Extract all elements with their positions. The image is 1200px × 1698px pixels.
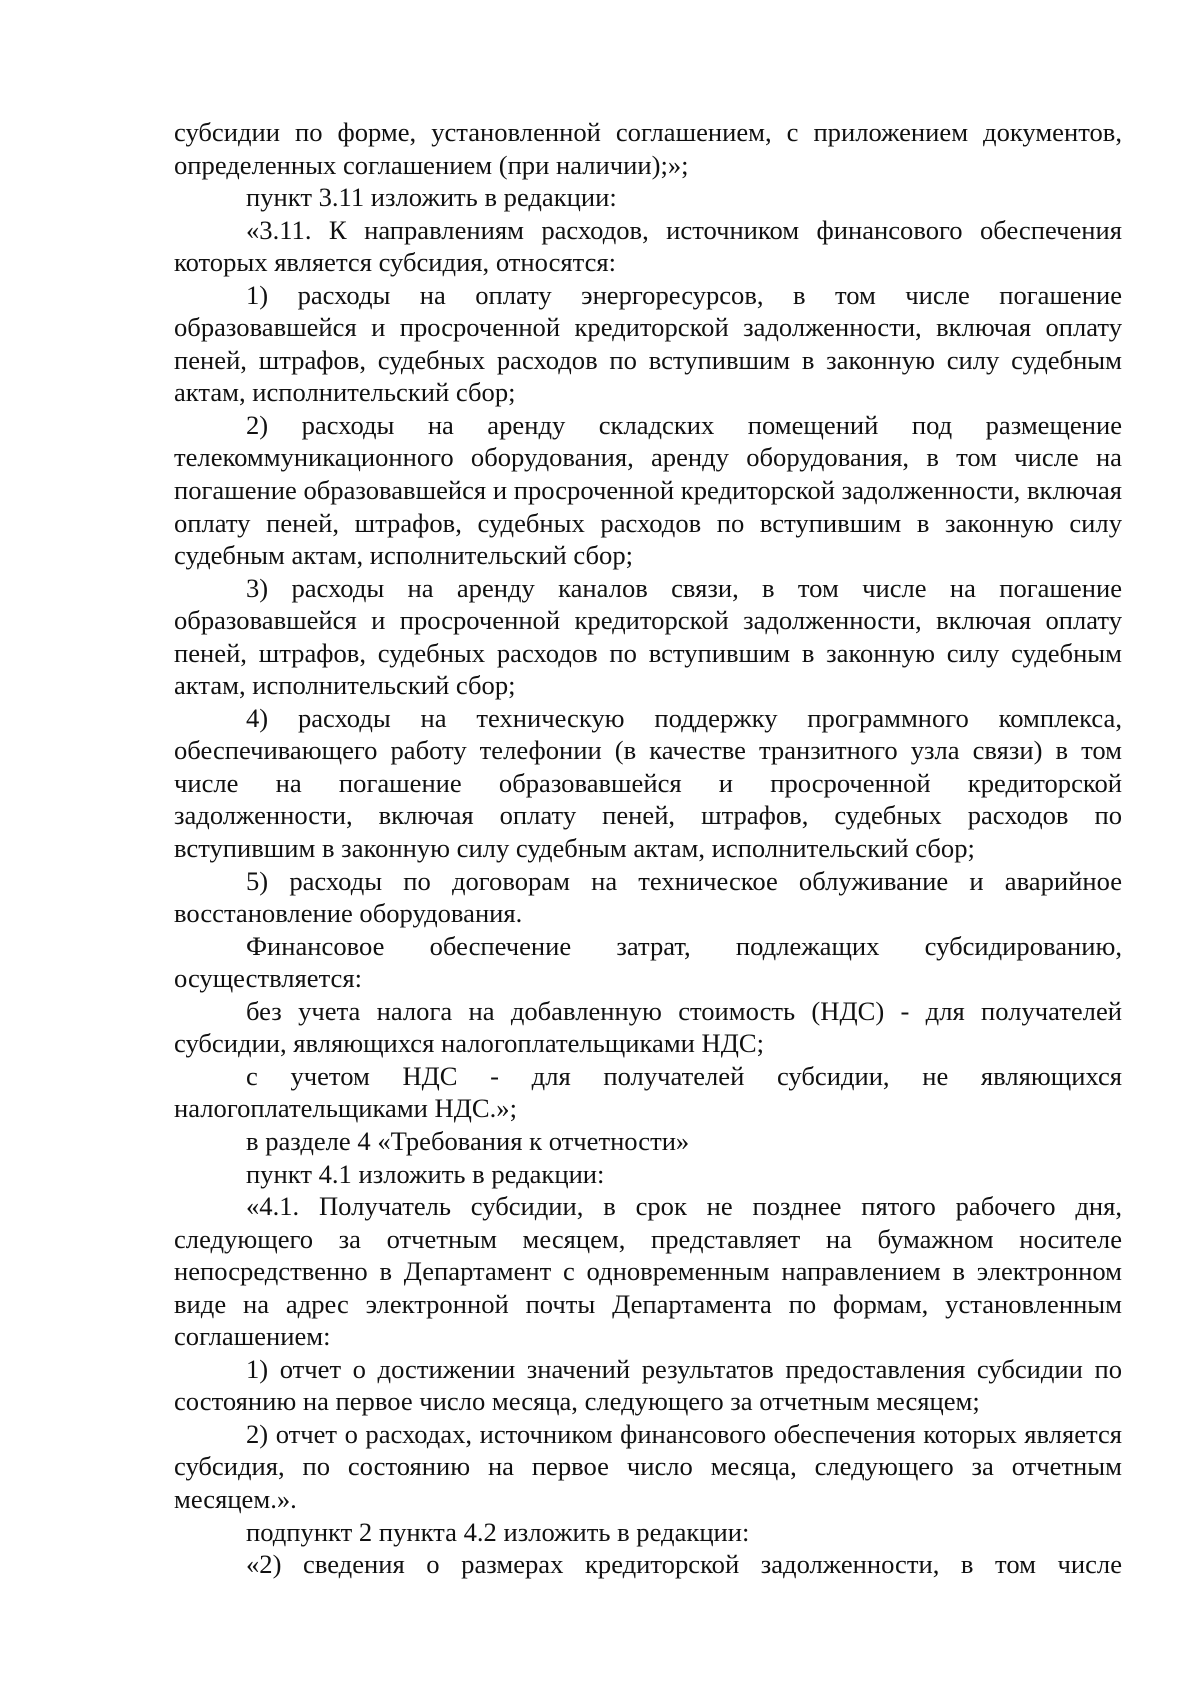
list-item-1: 1) расходы на оплату энергоресурсов, в том числе погашение образовавшейся и просроченной кредиторской задолженности, включая оплату пеней, штрафов, судебных расходов по вступившим в законную силу судебным актам, исполнительский сбор; [174, 279, 1122, 408]
paragraph-section-4: в разделе 4 «Требования к отчетности» [246, 1125, 690, 1156]
paragraph-with-vat: с учетом НДС - для получателей субсидии, не являющихся налогоплательщиками НДС.»; [174, 1060, 1122, 1124]
paragraph-amend-3-11: пункт 3.11 изложить в редакции: [246, 182, 617, 213]
list-item-5: 5) расходы по договорам на техническое облуживание и аварийное восстановление оборудования. [174, 865, 1122, 929]
paragraph-4-1: «4.1. Получатель субсидии, в срок не позднее пятого рабочего дня, следующего за отчетным месяцем, представляет на бумажном носителе непосредственно в Департамент с одновременным направлением в электронном виде на адрес электронной почты Департамента по формам, установленным соглашением: [174, 1191, 1122, 1352]
list-item-2: 2) расходы на аренду складских помещений под размещение телекоммуникационного оборудования, аренду оборудования, в том числе на погашение образовавшейся и просроченной кредиторской задолженности, включая оплату пеней, штрафов, судебных расходов по вступившим в законную силу судебным актам, исполнительский сбор; [174, 409, 1122, 571]
report-item-1: 1) отчет о достижении значений результатов предоставления субсидии по состоянию на первое число месяца, следующего за отчетным месяцем; [174, 1353, 1122, 1417]
paragraph-continuation: субсидии по форме, установленной соглашением, с приложением документов, определенных соглашением (при наличии);»; [174, 117, 1122, 180]
list-item-4: 4) расходы на техническую поддержку программного комплекса, обеспечивающего работу телефонии (в качестве транзитного узла связи) в том числе на погашение образовавшейся и просроченной кредиторской задолженности, включая оплату пеней, штрафов, судебных расходов по вступившим в законную силу судебным актам, исполнительский сбор; [174, 702, 1122, 864]
paragraph-amend-4-1: пункт 4.1 изложить в редакции: [246, 1158, 605, 1189]
report-item-2: 2) отчет о расходах, источником финансового обеспечения которых является субсидия, по состоянию на первое число месяца, следующего за отчетным месяцем.». [174, 1418, 1122, 1514]
paragraph-without-vat: без учета налога на добавленную стоимость (НДС) - для получателей субсидии, являющихся налогоплательщиками НДС; [174, 995, 1122, 1059]
list-item-3: 3) расходы на аренду каналов связи, в том числе на погашение образовавшейся и просроченной кредиторской задолженности, включая оплату пеней, штрафов, судебных расходов по вступившим в законную силу судебным актам, исполнительский сбор; [174, 572, 1122, 701]
document-page [174, 116, 1122, 1581]
paragraph-3-11: «3.11. К направлениям расходов, источником финансового обеспечения которых является субсидия, относятся: [174, 214, 1122, 278]
paragraph-financing: Финансовое обеспечение затрат, подлежащих субсидированию, осуществляется: [174, 930, 1122, 994]
paragraph-amend-4-2: подпункт 2 пункта 4.2 изложить в редакции: [246, 1516, 750, 1547]
paragraph-4-2-item-2: «2) сведения о размерах кредиторской задолженности, в том числе [246, 1549, 1122, 1580]
